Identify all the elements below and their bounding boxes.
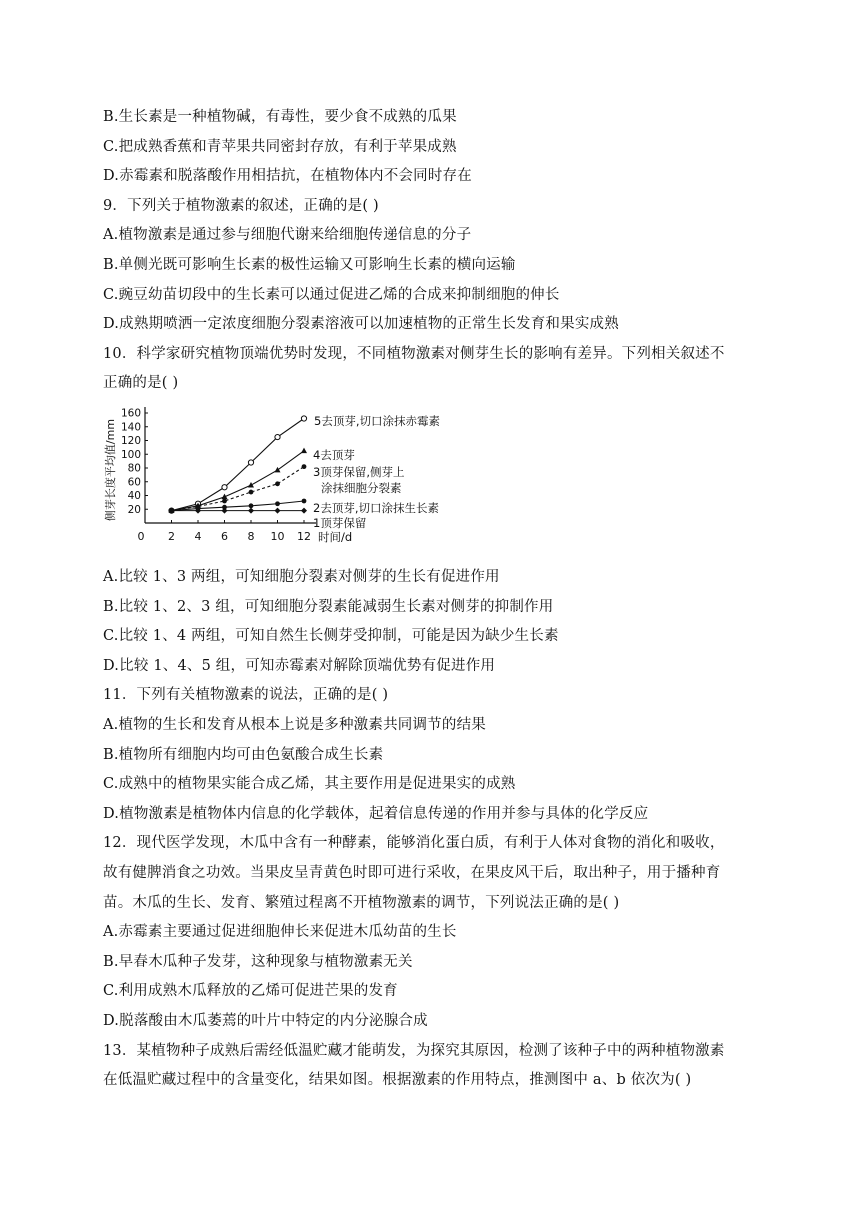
data-point: [248, 482, 254, 488]
origin-label: 0: [137, 530, 145, 543]
text-line: B.早春木瓜种子发芽，这种现象与植物激素无关: [103, 953, 413, 970]
data-point: [222, 499, 227, 504]
data-point: [249, 503, 254, 508]
y-tick-label: 140: [120, 421, 141, 434]
x-tick-label: 4: [194, 530, 202, 543]
series-line: [172, 451, 305, 511]
text-line: D.赤霉素和脱落酸作用相拮抗，在植物体内不会同时存在: [103, 168, 472, 185]
data-point: [248, 508, 254, 514]
data-point: [301, 416, 306, 421]
text-line: A.植物的生长和发育从根本上说是多种激素共同调节的结果: [103, 717, 486, 733]
x-axis-label: 时间/d: [318, 530, 353, 544]
text-line: 故有健脾消食之功效。当果皮呈青黄色时即可进行采收，在果皮风干后，取出种子，用于播种育: [103, 865, 721, 881]
x-tick-label: 8: [247, 530, 255, 543]
text-line: B.单侧光既可影响生长素的极性运输又可影响生长素的横向运输: [103, 257, 516, 273]
series-label: 涂抹细胞分裂素: [321, 481, 402, 495]
chart-series: [169, 416, 308, 514]
chart-axes: [145, 407, 316, 523]
data-point: [275, 501, 280, 506]
data-point: [302, 499, 307, 504]
data-point: [248, 460, 253, 465]
y-tick-label: 100: [120, 448, 141, 461]
text-line: A.赤霉素主要通过促进细胞伸长来促进木瓜幼苗的生长: [103, 924, 457, 941]
text-line: B.植物所有细胞内均可由色氨酸合成生长素: [103, 746, 384, 763]
text-line: B.生长素是一种植物碱，有毒性，要少食不成熟的瓜果: [103, 109, 457, 125]
text-line: 在低温贮藏过程中的含量变化，结果如图。根据激素的作用特点，推测图中 a、b 依次为( ): [103, 1072, 692, 1089]
text-line: 13．某植物种子成熟后需经低温贮藏才能萌发，为探究其原因，检测了该种子中的两种植物激素: [103, 1042, 725, 1059]
data-point: [222, 485, 227, 490]
text-line: D.成熟期喷洒一定浓度细胞分裂素溶液可以加速植物的正常生长发育和果实成熟: [103, 316, 619, 333]
chart-series-labels: [313, 414, 440, 530]
text-line: 10．科学家研究植物顶端优势时发现，不同植物激素对侧芽生长的影响有差异。下列相关叙述不: [103, 345, 725, 362]
text-line: A.植物激素是通过参与细胞代谢来给细胞传递信息的分子: [103, 227, 472, 244]
series-label: 4去顶芽: [313, 448, 355, 462]
x-tick-label: 2: [168, 530, 175, 543]
series-label: 3顶芽保留,侧芽上: [313, 465, 405, 479]
y-tick-label: 120: [120, 435, 141, 447]
text-line: D.比较 1、4、5 组，可知赤霉素对解除顶端优势有促进作用: [103, 657, 496, 674]
text-line: D.植物激素是植物体内信息的化学载体，起着信息传递的作用并参与具体的化学反应: [103, 805, 649, 822]
series-label: 2去顶芽,切口涂抹生长素: [313, 501, 439, 515]
y-tick-label: 80: [127, 462, 141, 475]
data-point: [301, 508, 307, 514]
line-chart: [100, 400, 480, 560]
y-axis-label: 侧芽长度平均值/mm: [104, 418, 117, 522]
y-tick-label: 160: [120, 407, 141, 420]
text-line: 11．下列有关植物激素的说法，正确的是( ): [103, 687, 389, 704]
x-tick-label: 12: [297, 530, 311, 543]
y-tick-label: 20: [127, 503, 141, 516]
data-point: [222, 508, 228, 514]
y-tick-label: 60: [127, 476, 141, 489]
data-point: [249, 490, 254, 495]
text-line: 9．下列关于植物激素的叙述，正确的是( ): [103, 197, 379, 214]
data-point: [302, 464, 307, 469]
series-label: 1顶芽保留: [313, 516, 367, 530]
text-line: C.比较 1、4 两组，可知自然生长侧芽受抑制，可能是因为缺少生长素: [103, 628, 559, 645]
text-line: C.利用成熟木瓜释放的乙烯可促进芒果的发育: [103, 983, 398, 1000]
text-line: D.脱落酸由木瓜萎蔫的叶片中特定的内分泌腺合成: [103, 1013, 428, 1029]
data-point: [301, 448, 307, 454]
text-line: A.比较 1、3 两组，可知细胞分裂素对侧芽的生长有促进作用: [103, 569, 500, 585]
text-line: B.比较 1、2、3 组，可知细胞分裂素能减弱生长素对侧芽的抑制作用: [103, 598, 554, 615]
data-point: [275, 481, 280, 486]
x-tick-label: 6: [221, 530, 228, 543]
text-line: C.豌豆幼苗切段中的生长素可以通过促进乙烯的合成来抑制细胞的伸长: [103, 286, 560, 303]
series-line: [172, 467, 305, 511]
data-point: [275, 508, 281, 514]
text-line: C.把成熟香蕉和青苹果共同密封存放，有利于苹果成熟: [103, 138, 457, 155]
text-line: C.成熟中的植物果实能合成乙烯，其主要作用是促进果实的成熟: [103, 776, 516, 793]
y-tick-label: 40: [127, 490, 141, 502]
text-line: 12．现代医学发现，木瓜中含有一种酵素，能够消化蛋白质，有利于人体对食物的消化和吸收，: [103, 835, 725, 852]
data-point: [275, 434, 280, 439]
text-line: 正确的是( ): [103, 375, 179, 392]
x-tick-label: 10: [270, 530, 285, 543]
data-point: [275, 467, 281, 473]
text-line: 苗。木瓜的生长、发育、繁殖过程离不开植物激素的调节，下列说法正确的是( ): [103, 894, 620, 911]
series-label: 5去顶芽,切口涂抹赤霉素: [314, 414, 440, 428]
